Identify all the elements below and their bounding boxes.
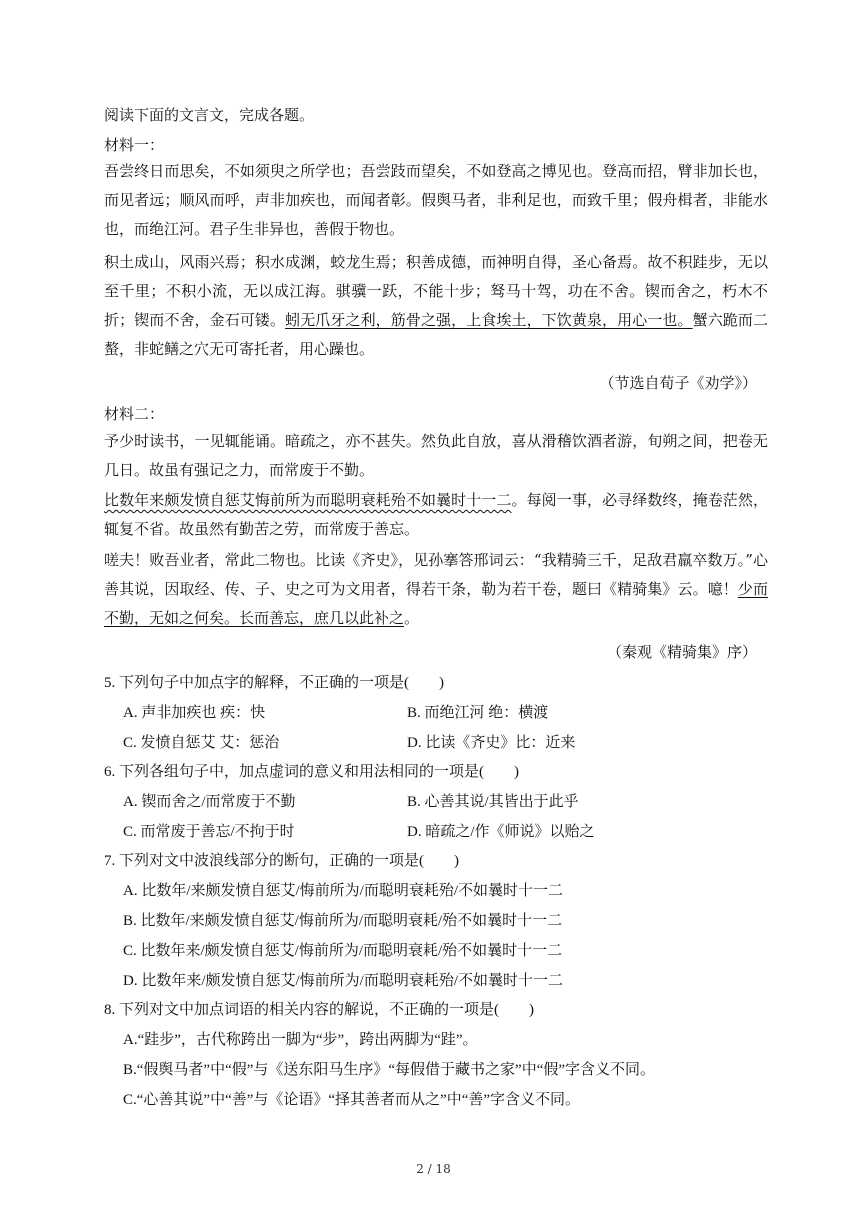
material2-p3-tail: 。 <box>404 609 420 627</box>
question-8-option-b: B.“假舆马者”中“假”与《送东阳马生序》“每假借于藏书之家”中“假”字含义不同。 <box>123 1062 656 1078</box>
material1-paragraph2 <box>104 248 768 364</box>
instruction: 阅读下面的文言文，完成各题。 <box>104 106 315 124</box>
question-6-option-a: A. 锲而舍之/而常废于不勤 <box>123 794 296 810</box>
question-6-stem: 6. 下列各组句子中，加点虚词的意义和用法相同的一项是( ) <box>104 764 519 780</box>
material2-label: 材料二： <box>104 405 165 423</box>
question-7-option-a: A. 比数年/来颇发愤自惩艾/悔前所为/而聪明衰耗殆/不如曩时十一二 <box>123 883 564 899</box>
material2-paragraph3 <box>104 546 768 633</box>
question-5-option-a: A. 声非加疾也 疾：快 <box>123 705 266 721</box>
material2-paragraph2 <box>104 486 768 544</box>
material2-source: （秦观《精骑集》序） <box>606 643 757 661</box>
material1-p2-text: 积土成山，风雨兴焉；积水成渊，蛟龙生焉；积善成德，而神明自得，圣心备焉。故不积跬步，无以至千里；不积小流，无以成江海。骐骥一跃，不能十步；驽马十驾，功在不舍。锲而舍之，朽木不折；锲而不舍，金石可镂。 <box>104 253 768 329</box>
question-6-option-c: C. 而常废于善忘/不拘于时 <box>123 824 295 840</box>
material2-p3-text: 嗟夫！败吾业者，常此二物也。比读《齐史》，见孙搴答邢词云：“我精骑三千，足敌君羸卒数万。”心善其说，因取经、传、子、史之可为文用者，得若干条，勒为若干卷，题曰《精骑集》云。噫！ <box>104 551 768 598</box>
question-5-option-d: D. 比读《齐史》比：近来 <box>407 735 576 751</box>
question-5-stem: 5. 下列句子中加点字的解释，不正确的一项是( ) <box>104 675 444 691</box>
question-7-option-b: B. 比数年/来颇发愤自惩艾/悔前所为/而聪明衰耗/殆不如曩时十一二 <box>123 913 563 929</box>
material2-underlined-sentence: 少而不勤，无如之何矣。长而善忘，庶几以此补之 <box>104 580 768 627</box>
question-6-option-b: B. 心善其说/其皆出于此乎 <box>407 794 579 810</box>
question-5-option-b: B. 而绝江河 绝：横渡 <box>407 705 549 721</box>
question-8-option-c: C.“心善其说”中“善”与《论语》“择其善者而从之”中“善”字含义不同。 <box>123 1092 581 1108</box>
wavy-underlined-sentence: 比数年来颇发愤自惩艾悔前所为而聪明衰耗殆不如曩时十一二 <box>104 491 512 509</box>
material2-p2-tail: 。每阅一事，必寻绎数终，掩卷茫然，辄复不省。故虽然有勤苦之劳，而常废于善忘。 <box>104 491 768 538</box>
question-6-option-d: D. 暗疏之/作《师说》以贻之 <box>407 824 595 840</box>
question-7-stem: 7. 下列对文中波浪线部分的断句，正确的一项是( ) <box>104 853 459 869</box>
material1-underlined-sentence: 蚓无爪牙之利，筋骨之强，上食埃土，下饮黄泉，用心一也。 <box>285 311 693 329</box>
question-8-stem: 8. 下列对文中加点词语的相关内容的解说，不正确的一项是( ) <box>104 1002 534 1018</box>
material1-paragraph1: 吾尝终日而思矣，不如须臾之所学也；吾尝跂而望矣，不如登高之博见也。登高而招，臂非加长也，而见者远；顺风而呼，声非加疾也，而闻者彰。假舆马者，非利足也，而致千里；假舟楫者，非能水也，而绝江河。君子生非异也，善假于物也。 <box>104 162 768 238</box>
material1-label: 材料一： <box>104 136 165 154</box>
question-7-option-d: D. 比数年来/颇发愤自惩艾/悔前所为/而聪明衰耗殆/不如曩时十一二 <box>123 973 564 989</box>
question-5-option-c: C. 发愤自惩艾 艾：惩治 <box>123 735 280 751</box>
material1-p2-tail: 蟹六跪而二螯，非蛇鳝之穴无可寄托者，用心躁也。 <box>104 311 768 358</box>
question-7-option-c: C. 比数年来/颇发愤自惩艾/悔前所为/而聪明衰耗/殆不如曩时十一二 <box>123 943 563 959</box>
material2-paragraph1: 予少时读书，一见辄能诵。暗疏之，亦不甚失。然负此自放，喜从滑稽饮酒者游，旬朔之间，把卷无几日。故虽有强记之力，而常废于不勤。 <box>104 432 768 479</box>
material1-source: （节选自荀子《劝学》） <box>599 374 757 392</box>
question-8-option-a: A.“跬步”，古代称跨出一脚为“步”，跨出两脚为“跬”。 <box>123 1032 478 1048</box>
page-number: 2 / 18 <box>416 1162 451 1176</box>
